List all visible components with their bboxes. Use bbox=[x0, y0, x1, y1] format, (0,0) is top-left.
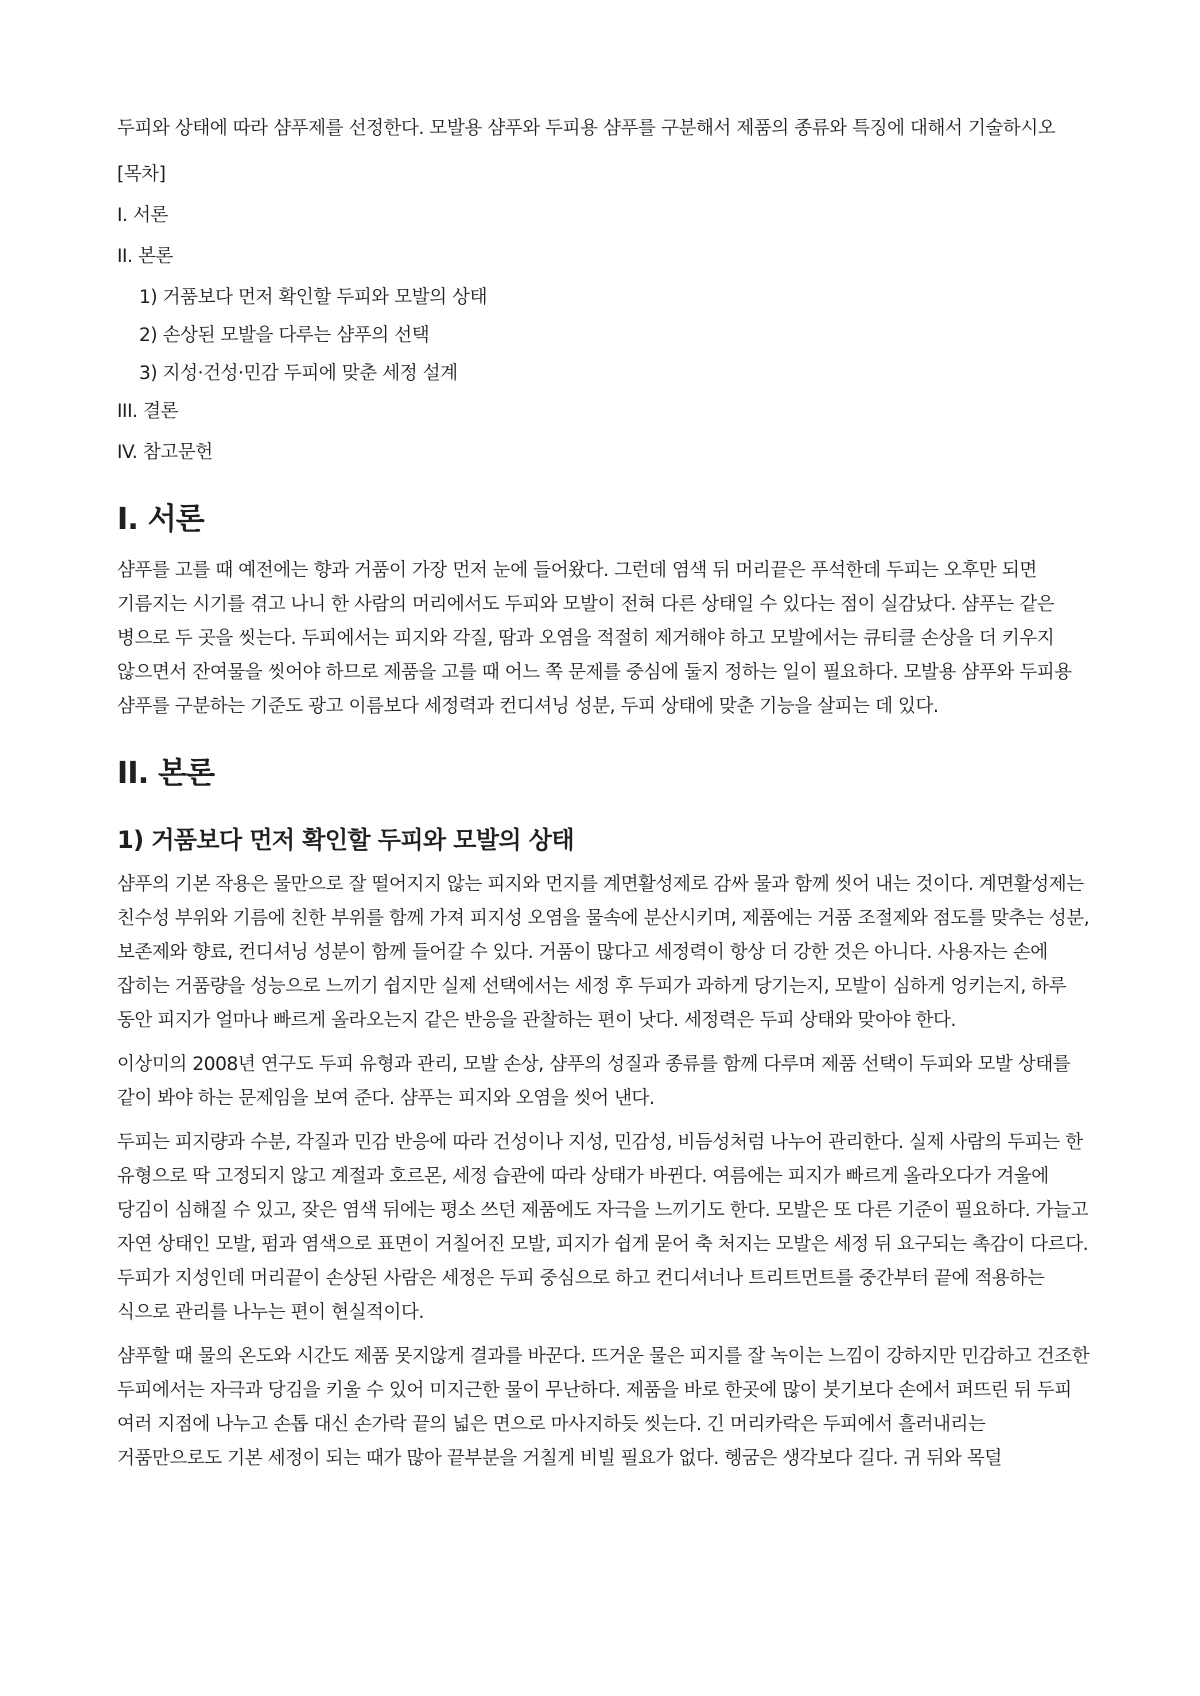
toc-title: [목차] bbox=[117, 164, 166, 185]
toc-item-body-3: 3) 지성·건성·민감 두피에 맞춘 세정 설계 bbox=[139, 363, 458, 384]
toc-item-references: IV. 참고문헌 bbox=[117, 442, 213, 463]
section-heading-body: II. 본론 bbox=[117, 756, 215, 791]
toc-item-body-1: 1) 거품보다 먼저 확인할 두피와 모발의 상태 bbox=[139, 287, 488, 308]
subsection-heading-1: 1) 거품보다 먼저 확인할 두피와 모발의 상태 bbox=[117, 826, 574, 854]
body-paragraph-1: 샴푸의 기본 작용은 물만으로 잘 떨어지지 않는 피지와 먼지를 계면활성제로 감싸 물과 함께 씻어 내는 것이다. 계면활성제는 친수성 부위와 기름에 친한 부위를 함께 가져 피지성 오염을 물속에 분산시키며, 제품에는 거품 조절제와 점도를 맞추는 성분, 보존제와 향료, 컨디셔닝 성분이 함께 들어갈 수 있다. 거품이 많다고 세정력이 항상 더 강한 것은 아니다. 사용자는 손에 잡히는 거품량을 성능으로 느끼기 쉽지만 실제 선택에서는 세정 후 두피가 과하게 당기는지, 모발이 심하게 엉키는지, 하루 동안 피지가 얼마나 빠르게 올라오는지 같은 반응을 관찰하는 편이 낫다. 세정력은 두피 상태와 맞아야 한다. bbox=[117, 874, 1090, 1031]
toc-item-body-2: 2) 손상된 모발을 다루는 샴푸의 선택 bbox=[139, 325, 430, 346]
assignment-question: 두피와 상태에 따라 샴푸제를 선정한다. 모발용 샴푸와 두피용 샴푸를 구분해서 제품의 종류와 특징에 대해서 기술하시오 bbox=[117, 118, 1056, 139]
body-paragraph-3: 두피는 피지량과 수분, 각질과 민감 반응에 따라 건성이나 지성, 민감성, 비듬성처럼 나누어 관리한다. 실제 사람의 두피는 한 유형으로 딱 고정되지 않고 계절과 호르몬, 세정 습관에 따라 상태가 바뀐다. 여름에는 피지가 빠르게 올라오다가 겨울에 당김이 심해질 수 있고, 잦은 염색 뒤에는 평소 쓰던 제품에도 자극을 느끼기도 한다. 모발은 또 다른 기준이 필요하다. 가늘고 자연 상태인 모발, 펌과 염색으로 표면이 거칠어진 모발, 피지가 쉽게 묻어 축 처지는 모발은 세정 뒤 요구되는 촉감이 다르다. 두피가 지성인데 머리끝이 손상된 사람은 세정은 두피 중심으로 하고 컨디셔너나 트리트먼트를 중간부터 끝에 적용하는 식으로 관리를 나누는 편이 현실적이다. bbox=[117, 1132, 1089, 1323]
table-of-contents bbox=[117, 158, 1091, 470]
body-paragraph-2: 이상미의 2008년 연구도 두피 유형과 관리, 모발 손상, 샴푸의 성질과 종류를 함께 다루며 제품 선택이 두피와 모발 상태를 같이 봐야 하는 문제임을 보여 준다. 샴푸는 피지와 오염을 씻어 낸다. bbox=[117, 1054, 1071, 1109]
toc-item-conclusion: III. 결론 bbox=[117, 401, 179, 422]
section-heading-intro: I. 서론 bbox=[117, 502, 204, 537]
body-paragraph-4: 샴푸할 때 물의 온도와 시간도 제품 못지않게 결과를 바꾼다. 뜨거운 물은 피지를 잘 녹이는 느낌이 강하지만 민감하고 건조한 두피에서는 자극과 당김을 키울 수 있어 미지근한 물이 무난하다. 제품을 바로 한곳에 많이 붓기보다 손에서 퍼뜨린 뒤 두피 여러 지점에 나누고 손톱 대신 손가락 끝의 넓은 면으로 마사지하듯 씻는다. 긴 머리카락은 두피에서 흘러내리는 거품만으로도 기본 세정이 되는 때가 많아 끝부분을 거칠게 비빌 필요가 없다. 헹굼은 생각보다 길다. 귀 뒤와 목덜 bbox=[117, 1346, 1090, 1469]
toc-item-body: II. 본론 bbox=[117, 246, 174, 267]
toc-item-intro: I. 서론 bbox=[117, 205, 168, 226]
intro-paragraph: 샴푸를 고를 때 예전에는 향과 거품이 가장 먼저 눈에 들어왔다. 그런데 염색 뒤 머리끝은 푸석한데 두피는 오후만 되면 기름지는 시기를 겪고 나니 한 사람의 머리에서도 두피와 모발이 전혀 다른 상태일 수 있다는 점이 실감났다. 샴푸는 같은 병으로 두 곳을 씻는다. 두피에서는 피지와 각질, 땀과 오염을 적절히 제거해야 하고 모발에서는 큐티클 손상을 더 키우지 않으면서 잔여물을 씻어야 하므로 제품을 고를 때 어느 쪽 문제를 중심에 둘지 정하는 일이 필요하다. 모발용 샴푸와 두피용 샴푸를 구분하는 기준도 광고 이름보다 세정력과 컨디셔닝 성분, 두피 상태에 맞춘 기능을 살피는 데 있다. bbox=[117, 560, 1072, 717]
